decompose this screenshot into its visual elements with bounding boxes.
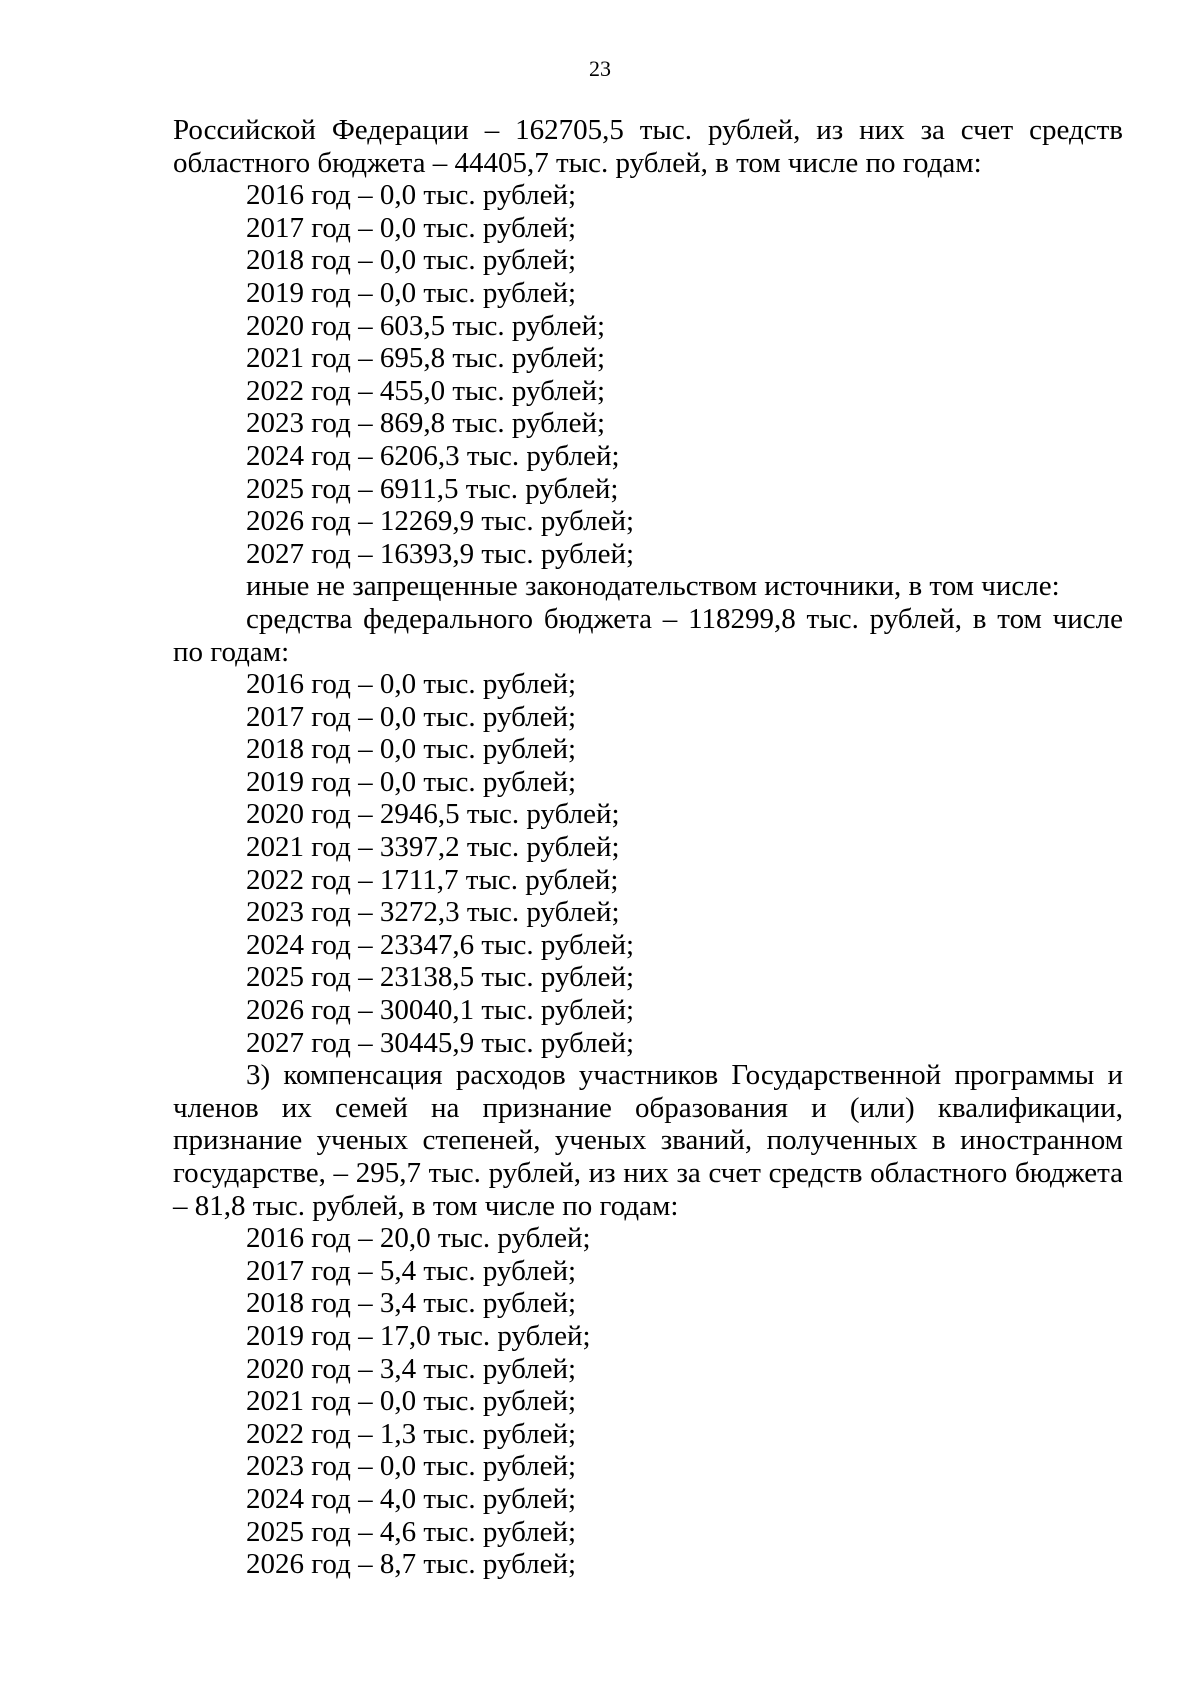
list-item: 2017 год – 0,0 тыс. рублей; bbox=[246, 700, 577, 733]
list-item: 2024 год – 6206,3 тыс. рублей; bbox=[246, 439, 620, 472]
list-item: 2025 год – 6911,5 тыс. рублей; bbox=[246, 472, 619, 505]
paragraph: Российской Федерации – 162705,5 тыс. рублей, из них за счет средств областного бюджета – 44405,7 тыс. рублей, в том числе по годам: bbox=[173, 114, 1123, 179]
list-item: 2021 год – 3397,2 тыс. рублей; bbox=[246, 831, 620, 864]
list-item: иные не запрещенные законодательством источники, в том числе: bbox=[246, 570, 1060, 603]
list-item: 2017 год – 0,0 тыс. рублей; bbox=[246, 211, 577, 244]
list-item: 2022 год – 1,3 тыс. рублей; bbox=[246, 1417, 577, 1450]
list-item: 2019 год – 17,0 тыс. рублей; bbox=[246, 1319, 591, 1352]
list-item: 2024 год – 4,0 тыс. рублей; bbox=[246, 1482, 577, 1515]
list-item: 2026 год – 12269,9 тыс. рублей; bbox=[246, 505, 635, 538]
list-item: 2018 год – 3,4 тыс. рублей; bbox=[246, 1287, 577, 1320]
list-item: 2018 год – 0,0 тыс. рублей; bbox=[246, 244, 577, 277]
paragraph: средства федерального бюджета – 118299,8 тыс. рублей, в том числе по годам: bbox=[173, 602, 1123, 668]
page-number: 23 bbox=[589, 56, 611, 81]
list-item: 2016 год – 20,0 тыс. рублей; bbox=[246, 1222, 591, 1255]
list-item: 2022 год – 1711,7 тыс. рублей; bbox=[246, 863, 619, 896]
list-item: 2019 год – 0,0 тыс. рублей; bbox=[246, 276, 577, 309]
list-item: 2020 год – 3,4 тыс. рублей; bbox=[246, 1352, 577, 1385]
list-item: 2025 год – 23138,5 тыс. рублей; bbox=[246, 961, 635, 994]
list-item: 2017 год – 5,4 тыс. рублей; bbox=[246, 1254, 577, 1287]
list-item: 2023 год – 0,0 тыс. рублей; bbox=[246, 1450, 577, 1483]
list-item: 2022 год – 455,0 тыс. рублей; bbox=[246, 374, 606, 407]
list-item: 2020 год – 2946,5 тыс. рублей; bbox=[246, 798, 620, 831]
list-item: 2026 год – 8,7 тыс. рублей; bbox=[246, 1548, 577, 1581]
list-item: 2018 год – 0,0 тыс. рублей; bbox=[246, 733, 577, 766]
list-item: 2019 год – 0,0 тыс. рублей; bbox=[246, 765, 577, 798]
list-item: 2021 год – 0,0 тыс. рублей; bbox=[246, 1385, 577, 1418]
document-body bbox=[173, 114, 1123, 1581]
list-item: 2016 год – 0,0 тыс. рублей; bbox=[246, 179, 577, 212]
list-item: 2024 год – 23347,6 тыс. рублей; bbox=[246, 928, 635, 961]
list-item: 2023 год – 869,8 тыс. рублей; bbox=[246, 407, 606, 440]
list-item: 2016 год – 0,0 тыс. рублей; bbox=[246, 668, 577, 701]
list-item: 2027 год – 30445,9 тыс. рублей; bbox=[246, 1026, 635, 1059]
list-item: 2023 год – 3272,3 тыс. рублей; bbox=[246, 896, 620, 929]
list-item: 2027 год – 16393,9 тыс. рублей; bbox=[246, 537, 635, 570]
paragraph: 3) компенсация расходов участников Государственной программы и членов их семей на признание образования и (или) квалификации, признание ученых степеней, ученых званий, полученных в иностранном государстве, – 295,7 тыс. рублей, из них за счет средств областного бюджета – 81,8 тыс. рублей, в том числе по годам: bbox=[173, 1059, 1123, 1222]
list-item: 2026 год – 30040,1 тыс. рублей; bbox=[246, 994, 635, 1027]
list-item: 2021 год – 695,8 тыс. рублей; bbox=[246, 342, 606, 375]
list-item: 2025 год – 4,6 тыс. рублей; bbox=[246, 1515, 577, 1548]
list-item: 2020 год – 603,5 тыс. рублей; bbox=[246, 309, 606, 342]
